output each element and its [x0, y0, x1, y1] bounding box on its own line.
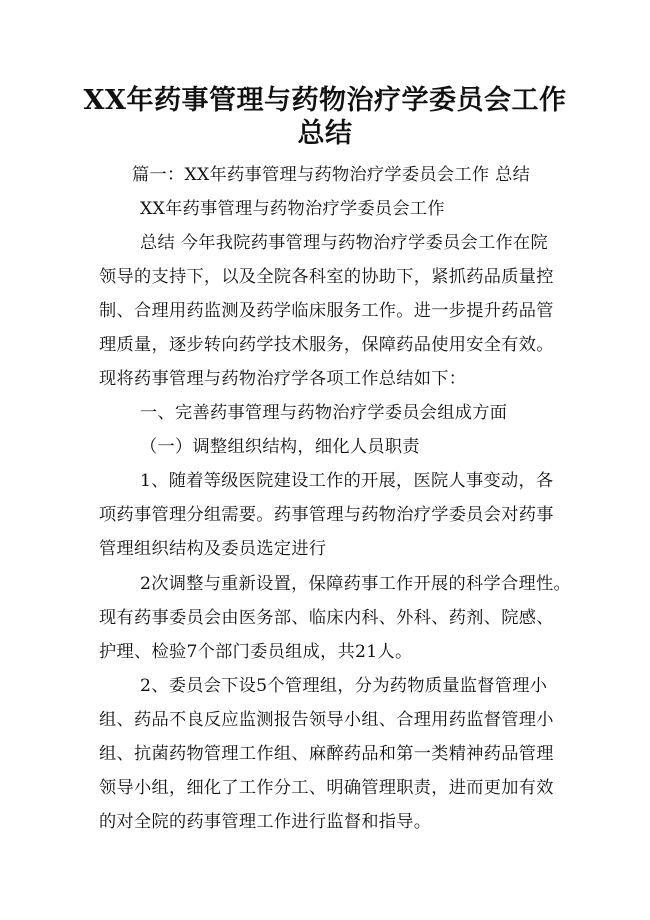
body-line: XX年药事管理与药物治疗学委员会工作: [140, 199, 445, 219]
body-line: 1、随着等级医院建设工作的开展，医院人事变动，各: [140, 471, 554, 491]
body-line: 项药事管理分组需要。药事管理与药物治疗学委员会对药事: [99, 505, 554, 525]
body-line: 制、合理用药监测及药学临床服务工作。进一步提升药品管: [99, 301, 554, 321]
section-heading: 篇一：XX年药事管理与药物治疗学委员会工作 总结: [132, 165, 531, 185]
body-line: 2、委员会下设5个管理组，分为药物质量监督管理小: [140, 676, 548, 696]
body-line: 2次调整与重新设置，保障药事工作开展的科学合理性。: [140, 574, 571, 594]
body-line: 总结 今年我院药事管理与药物治疗学委员会工作在院: [140, 233, 548, 253]
body-line: （一）调整组织结构，细化人员职责: [140, 437, 420, 457]
body-line: 现将药事管理与药物治疗学各项工作总结如下：: [99, 369, 467, 389]
body-line: 理质量，逐步转向药学技术服务，保障药品使用安全有效。: [99, 335, 554, 355]
body-line: 领导的支持下，以及全院各科室的协助下，紧抓药品质量控: [99, 267, 554, 287]
body-line: 现有药事委员会由医务部、临床内科、外科、药剂、院感、: [99, 608, 554, 628]
body-line: 一、完善药事管理与药物治疗学委员会组成方面: [140, 403, 508, 423]
body-line: 的对全院的药事管理工作进行监督和指导。: [99, 812, 432, 832]
body-line: 组、药品不良反应监测报告领导小组、合理用药监督管理小: [99, 710, 554, 730]
document-title-line-2: 总结: [297, 118, 353, 149]
body-line: 组、抗菌药物管理工作组、麻醉药品和第一类精神药品管理: [99, 744, 554, 764]
body-line: 护理、检验7个部门委员组成，共21人。: [99, 642, 413, 662]
body-line: 管理组织结构及委员选定进行: [99, 539, 327, 559]
document-title-line-1: XX年药事管理与药物治疗学委员会工作: [83, 85, 567, 116]
body-line: 领导小组，细化了工作分工、明确管理职责，进而更加有效: [99, 778, 554, 798]
